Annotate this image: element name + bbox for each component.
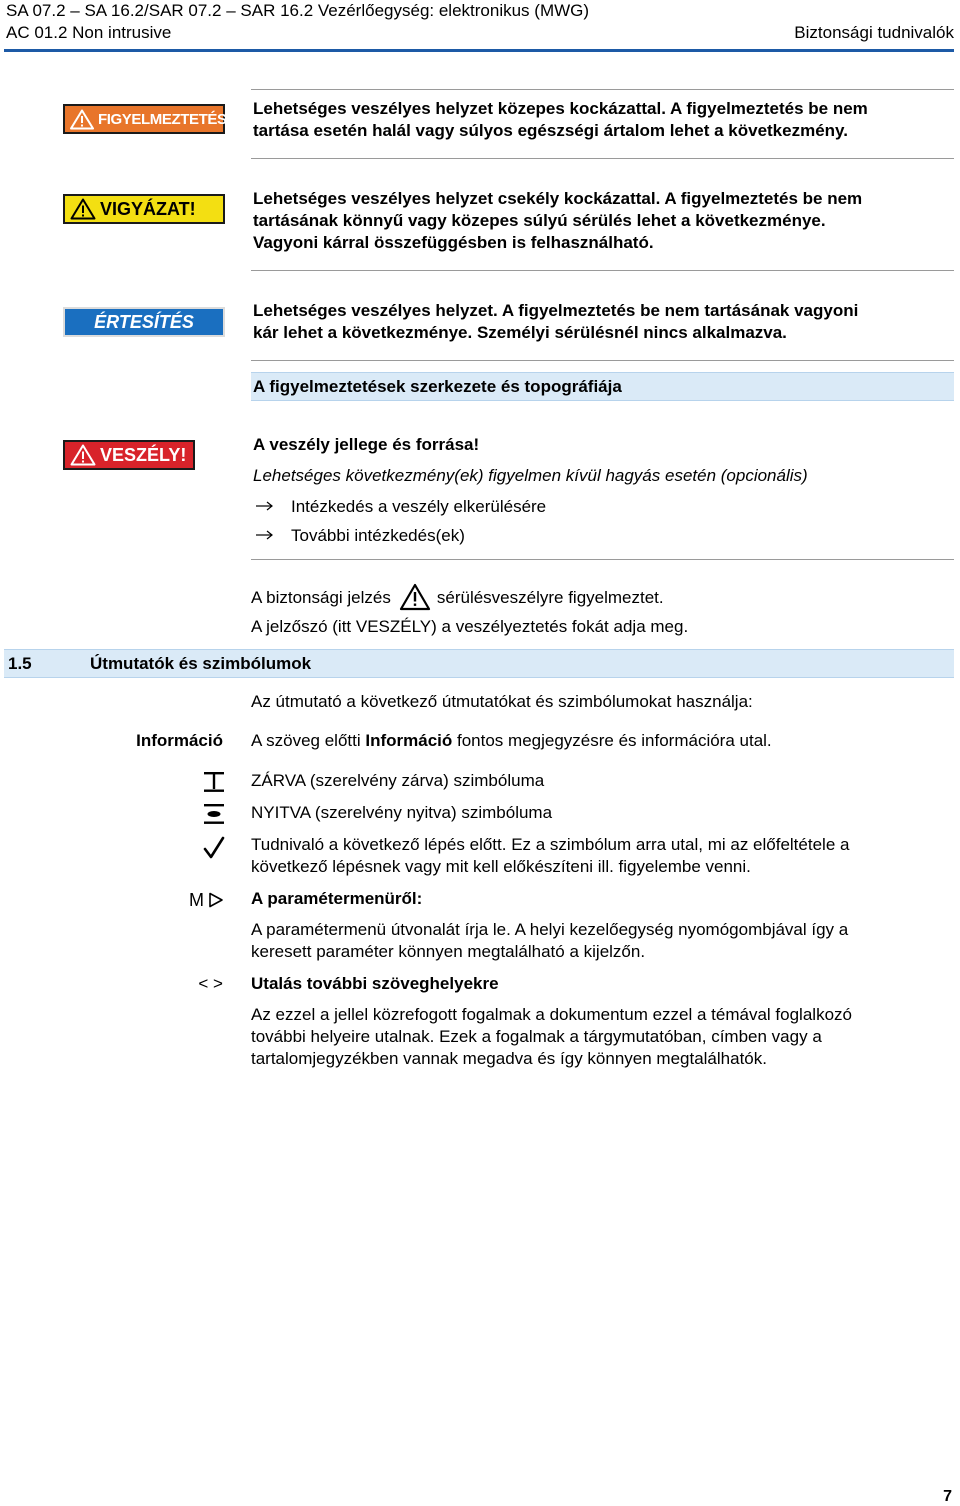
menu-description: [251, 919, 848, 963]
caution-text-line: tartásának könnyű vagy közepes súlyú sérülés lehet a következménye.: [253, 211, 826, 230]
menu-symbol: [189, 889, 224, 911]
step-text-line: Tudnivaló a következő lépés előtt. Ez a szimbólum arra utal, mi az előfeltétele a: [251, 835, 850, 854]
caution-description: [253, 188, 862, 254]
warning-text-line: Lehetséges veszélyes helyzet közepes kockázattal. A figyelmeztetés be nem: [253, 99, 868, 118]
caution-text-line: Vagyoni kárral összefüggésben is felhasználható.: [253, 233, 654, 252]
warning-description: [253, 98, 868, 142]
warning-triangle-icon: [399, 583, 431, 611]
arrow-right-icon: [253, 496, 291, 518]
danger-consequence: Lehetséges következmény(ek) figyelmen kívül hagyás esetén (opcionális): [253, 466, 808, 485]
header-doc-subtitle: AC 01.2 Non intrusive: [6, 23, 172, 42]
warning-triangle-icon: [70, 109, 94, 130]
signal-word-warning: [63, 104, 232, 134]
info-text: A szöveg előtti: [251, 731, 361, 750]
open-description: NYITVA (szerelvény nyitva) szimbóluma: [251, 803, 553, 822]
measure-text: Intézkedés a veszély elkerülésére: [291, 497, 547, 516]
info-description: [251, 730, 772, 752]
divider: [251, 270, 954, 271]
reference-text-line: Az ezzel a jellel közrefogott fogalmak a dokumentum ezzel a témával foglalkozó: [251, 1005, 852, 1024]
step-description: [251, 834, 849, 878]
reference-description: [251, 1004, 852, 1070]
signal-word-notice: [63, 307, 225, 337]
notice-text-line: Lehetséges veszélyes helyzet. A figyelmeztetés be nem tartásának vagyoni: [253, 301, 859, 320]
reference-symbol: < >: [198, 974, 223, 993]
signal-word-danger-label: VESZÉLY!: [100, 444, 187, 465]
signal-word-notice-label: ÉRTESÍTÉS: [94, 311, 194, 332]
section-heading-band: [4, 649, 954, 678]
info-text-bold: Információ: [365, 731, 453, 750]
menu-text-line: keresett paraméter könnyen megtalálható a kijelzőn.: [251, 942, 646, 961]
signal-word-caution: [63, 194, 225, 224]
reference-text-line: további helyeire utalnak. Ezek a fogalmak a tárgymutatóban, címben vagy a: [251, 1027, 822, 1046]
danger-title: A veszély jellege és forrása!: [253, 435, 480, 454]
header-doc-title: SA 07.2 – SA 16.2/SAR 07.2 – SAR 16.2 Vezérlőegység: elektronikus (MWG): [6, 1, 590, 20]
checkmark-icon: [203, 836, 225, 860]
open-symbol-icon: [202, 803, 226, 825]
section-title: Útmutatók és szimbólumok: [90, 654, 312, 673]
signal-word-caution-label: VIGYÁZAT!: [100, 198, 196, 219]
structure-heading: A figyelmeztetések szerkezete és topográfiája: [253, 377, 622, 396]
measure-item: [253, 525, 465, 547]
warning-triangle-icon: [70, 198, 96, 220]
signal-word-warning-label: FIGYELMEZTETÉS!: [98, 110, 232, 128]
measure-item: [253, 496, 546, 518]
signal-word-explanation: A jelzőszó (itt VESZÉLY) a veszélyeztetés fokát adja meg.: [251, 617, 689, 636]
caution-text-line: Lehetséges veszélyes helyzet csekély kockázattal. A figyelmeztetés be nem: [253, 189, 863, 208]
signal-word-danger: [63, 440, 195, 470]
notice-description: [253, 300, 858, 344]
menu-symbol-letter: M: [189, 890, 204, 910]
info-label: Információ: [136, 731, 223, 750]
closed-symbol-icon: [202, 771, 226, 793]
divider: [251, 360, 954, 361]
measure-text: További intézkedés(ek): [291, 526, 465, 545]
header-rule: [4, 49, 954, 52]
notice-text-line: kár lehet a következménye. Személyi sérülésnél nincs alkalmazva.: [253, 323, 787, 342]
header-section: Biztonsági tudnivalók: [794, 23, 954, 42]
play-triangle-icon: [208, 892, 224, 908]
arrow-right-icon: [253, 525, 291, 547]
reference-text-line: tartalomjegyzékben vannak megadva és így könnyen megtalálhatók.: [251, 1049, 767, 1068]
warning-text-line: tartása esetén halál vagy súlyos egészségi ártalom lehet a következmény.: [253, 121, 848, 140]
section-intro: Az útmutató a következő útmutatókat és szimbólumokat használja:: [251, 692, 753, 711]
safety-symbol-text: sérülésveszélyre figyelmeztet.: [436, 588, 664, 607]
divider: [251, 559, 954, 560]
safety-symbol-explanation: [251, 583, 664, 609]
info-text: fontos megjegyzésre és információra utal.: [457, 731, 772, 750]
structure-heading-band: [251, 372, 954, 401]
safety-symbol-text: A biztonsági jelzés: [251, 588, 391, 607]
page-header: [6, 0, 954, 52]
divider: [251, 158, 954, 159]
menu-title: A paramétermenüről:: [251, 889, 423, 908]
page-number: 7: [943, 1488, 952, 1505]
menu-text-line: A paramétermenü útvonalát írja le. A helyi kezelőegység nyomógombjával így a: [251, 920, 849, 939]
section-number: 1.5: [8, 654, 32, 673]
closed-description: ZÁRVA (szerelvény zárva) szimbóluma: [251, 771, 545, 790]
step-text-line: következő lépésnek vagy mit kell előkészíteni ill. figyelembe venni.: [251, 857, 751, 876]
reference-title: Utalás további szöveghelyekre: [251, 974, 499, 993]
divider: [251, 89, 954, 90]
warning-triangle-icon: [70, 444, 96, 466]
